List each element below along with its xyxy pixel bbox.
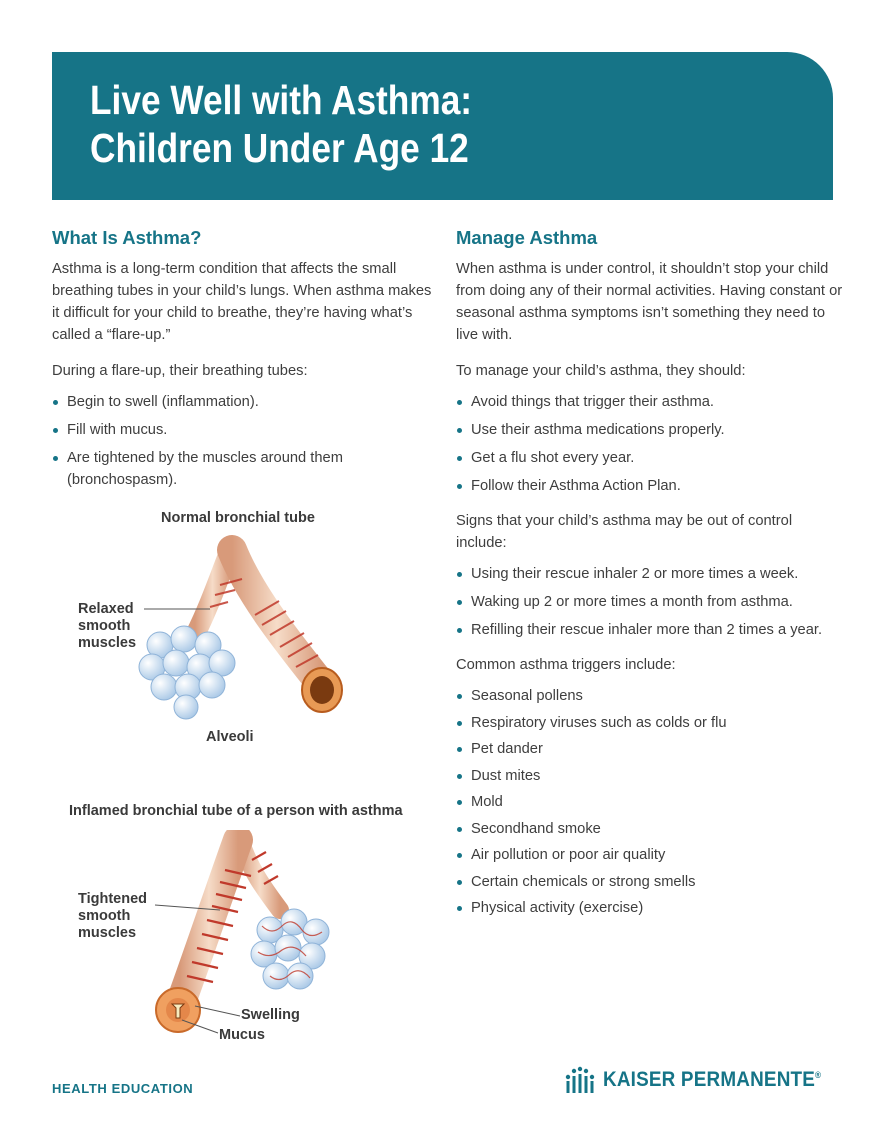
logo-wordmark xyxy=(603,1068,821,1092)
kaiser-permanente-logo xyxy=(563,1064,845,1096)
manage-lead: To manage your child’s asthma, they should: xyxy=(456,363,746,379)
list-item: Physical activity (exercise) xyxy=(456,897,846,919)
list-item: Seasonal pollens xyxy=(456,685,846,707)
title-line-2: Children Under Age 12 xyxy=(90,125,469,171)
alveoli-cluster xyxy=(139,626,235,719)
label-line: smooth xyxy=(78,908,131,924)
list-item: Are tightened by the muscles around them (bronchospasm). xyxy=(52,447,432,491)
list-item: Follow their Asthma Action Plan. xyxy=(456,475,846,497)
list-item: Fill with mucus. xyxy=(52,419,432,441)
health-education-tag: HEALTH EDUCATION xyxy=(52,1081,194,1096)
list-item: Certain chemicals or strong smells xyxy=(456,871,846,893)
what-is-asthma-heading: What Is Asthma? xyxy=(52,227,202,248)
triggers-list xyxy=(456,685,846,919)
registered-mark: ® xyxy=(815,1070,822,1080)
page-title xyxy=(90,76,472,172)
relaxed-muscles-label xyxy=(78,601,136,652)
manage-asthma-heading: Manage Asthma xyxy=(456,227,598,248)
label-line: muscles xyxy=(78,925,137,941)
title-line-1: Live Well with Asthma: xyxy=(90,77,473,123)
kaiser-sunburst-icon xyxy=(563,1065,597,1095)
tightened-muscles-label xyxy=(78,891,147,942)
title-banner xyxy=(52,52,833,200)
normal-tube-caption: Normal bronchial tube xyxy=(161,510,315,526)
flare-list xyxy=(52,391,432,491)
list-item: Respiratory viruses such as colds or flu xyxy=(456,712,846,734)
list-item: Waking up 2 or more times a month from asthma. xyxy=(456,591,846,613)
label-line: Tightened xyxy=(78,891,148,907)
label-line: muscles xyxy=(78,635,137,651)
what-is-asthma-section xyxy=(52,226,432,497)
asthma-intro: Asthma is a long-term condition that affects the small breathing tubes in your child’s lungs. When asthma makes it difficult for your child to breathe, they’re having what’s called a “flare-up.” xyxy=(52,261,432,343)
list-item: Using their rescue inhaler 2 or more times a week. xyxy=(456,563,846,585)
label-line: smooth xyxy=(78,618,131,634)
mucus-label: Mucus xyxy=(219,1027,265,1043)
manage-asthma-section xyxy=(456,226,846,932)
list-item: Secondhand smoke xyxy=(456,818,846,840)
list-item: Get a flu shot every year. xyxy=(456,447,846,469)
signs-lead: Signs that your child’s asthma may be out of control include: xyxy=(456,513,793,551)
manage-intro: When asthma is under control, it shouldn’t stop your child from doing any of their normal activities. Having constant or seasonal asthma symptoms isn’t something they need to live with. xyxy=(456,261,843,343)
list-item: Mold xyxy=(456,791,846,813)
list-item: Use their asthma medications properly. xyxy=(456,419,846,441)
swelling-label: Swelling xyxy=(241,1007,300,1023)
label-line: Relaxed xyxy=(78,601,134,617)
list-item: Begin to swell (inflammation). xyxy=(52,391,432,413)
signs-list xyxy=(456,563,846,641)
logo-text: KAISER PERMANENTE xyxy=(603,1068,816,1091)
inflamed-tube-caption: Inflamed bronchial tube of a person with asthma xyxy=(69,803,403,819)
list-item: Dust mites xyxy=(456,765,846,787)
flare-lead: During a flare-up, their breathing tubes: xyxy=(52,363,308,379)
list-item: Pet dander xyxy=(456,738,846,760)
list-item: Avoid things that trigger their asthma. xyxy=(456,391,846,413)
list-item: Refilling their rescue inhaler more than 2 times a year. xyxy=(456,619,846,641)
list-item: Air pollution or poor air quality xyxy=(456,844,846,866)
alveoli-label: Alveoli xyxy=(206,729,254,745)
triggers-lead: Common asthma triggers include: xyxy=(456,657,676,673)
manage-list xyxy=(456,391,846,497)
